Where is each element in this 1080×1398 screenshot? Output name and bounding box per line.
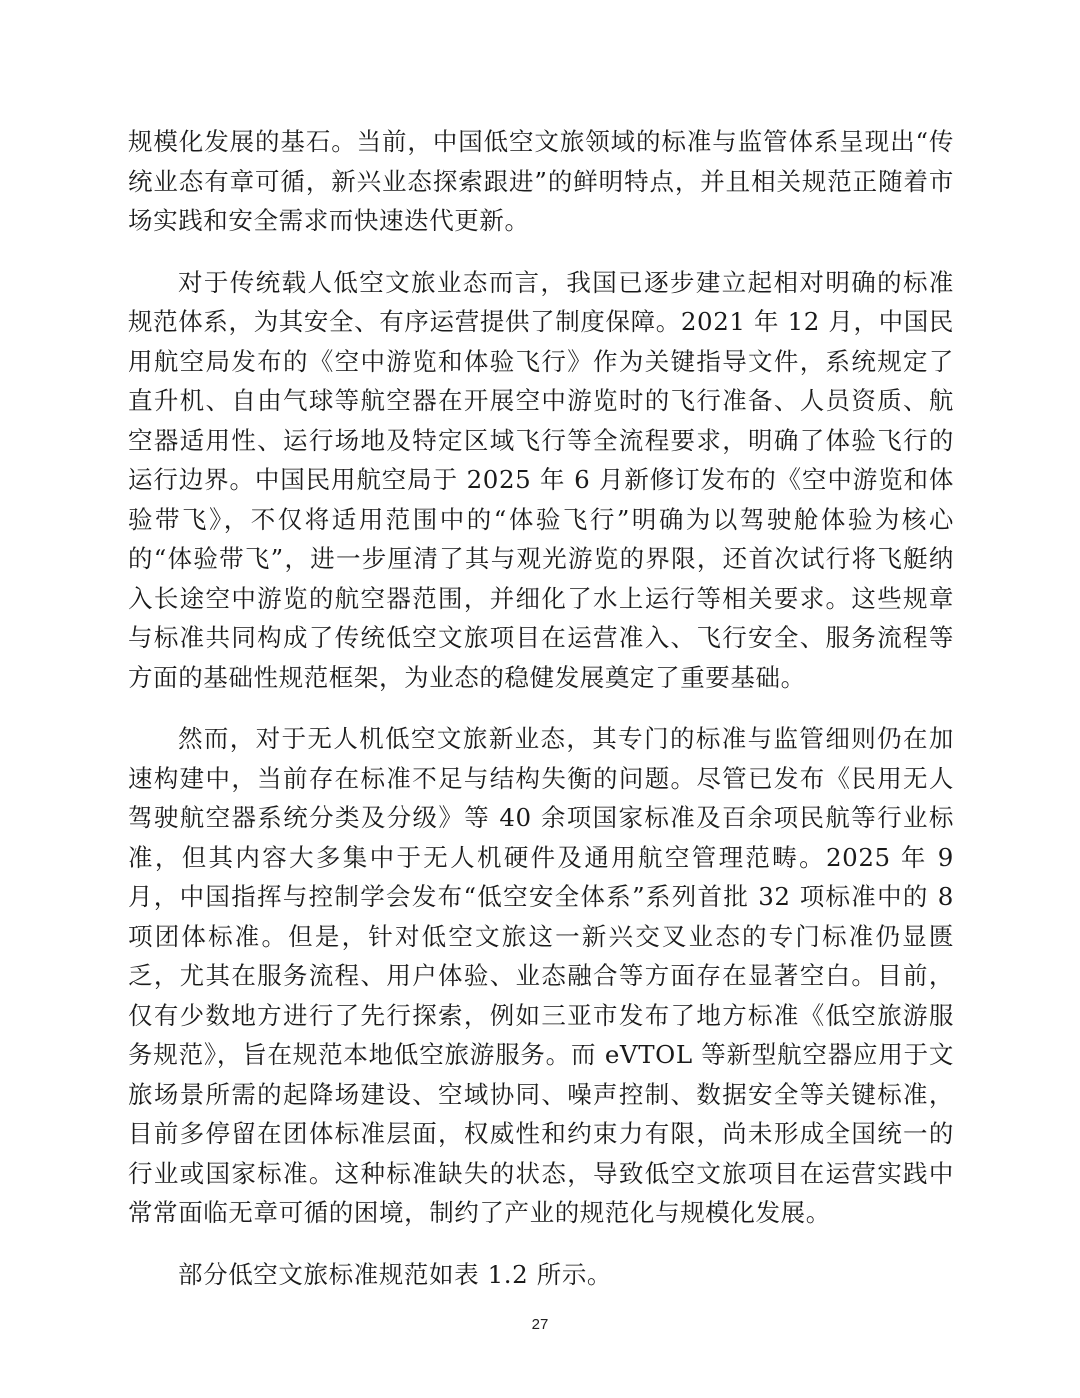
- paragraph-drone-standards: 然而，对于无人机低空文旅新业态，其专门的标准与监管细则仍在加速构建中，当前存在标准不足与结构失衡的问题。尽管已发布《民用无人驾驶航空器系统分类及分级》等 40 余项国家标准及百余项民航等行业标准，但其内容大多集中于无人机硬件及通用航空管理范畴。2025 年 9 月，中国指挥与控制学会发布“低空安全体系”系列首批 32 项标准中的 8 项团体标准。但是，针对低空文旅这一新兴交叉业态的专门标准仍显匮乏，尤其在服务流程、用户体验、业态融合等方面存在显著空白。目前，仅有少数地方进行了先行探索，例如三亚市发布了地方标准《低空旅游服务规范》，旨在规范本地低空旅游服务。而 eVTOL 等新型航空器应用于文旅场景所需的起降场建设、空域协同、噪声控制、数据安全等关键标准，目前多停留在团体标准层面，权威性和约束力有限，尚未形成全国统一的行业或国家标准。这种标准缺失的状态，导致低空文旅项目在运营实践中常常面临无章可循的困境，制约了产业的规范化与规模化发展。: [128, 724, 954, 1227]
- body-text: [128, 122, 954, 1316]
- paragraph-table-reference: 部分低空文旅标准规范如表 1.2 所示。: [178, 1259, 613, 1289]
- page-number: 27: [531, 1316, 549, 1333]
- paragraph-traditional-standards: 对于传统载人低空文旅业态而言，我国已逐步建立起相对明确的标准规范体系，为其安全、有序运营提供了制度保障。2021 年 12 月，中国民用航空局发布的《空中游览和体验飞行》作为关键指导文件，系统规定了直升机、自由气球等航空器在开展空中游览时的飞行准备、人员资质、航空器适用性、运行场地及特定区域飞行等全流程要求，明确了体验飞行的运行边界。中国民用航空局于 2025 年 6 月新修订发布的《空中游览和体验带飞》，不仅将适用范围中的“体验飞行”明确为以驾驶舱体验为核心的“体验带飞”，进一步厘清了其与观光游览的界限，还首次试行将飞艇纳入长途空中游览的航空器范围，并细化了水上运行等相关要求。这些规章与标准共同构成了传统低空文旅项目在运营准入、飞行安全、服务流程等方面的基础性规范框架，为业态的稳健发展奠定了重要基础。: [128, 267, 954, 692]
- paragraph-continuation: 规模化发展的基石。当前，中国低空文旅领域的标准与监管体系呈现出“传统业态有章可循，新兴业态探索跟进”的鲜明特点，并且相关规范正随着市场实践和安全需求而快速迭代更新。: [128, 127, 954, 235]
